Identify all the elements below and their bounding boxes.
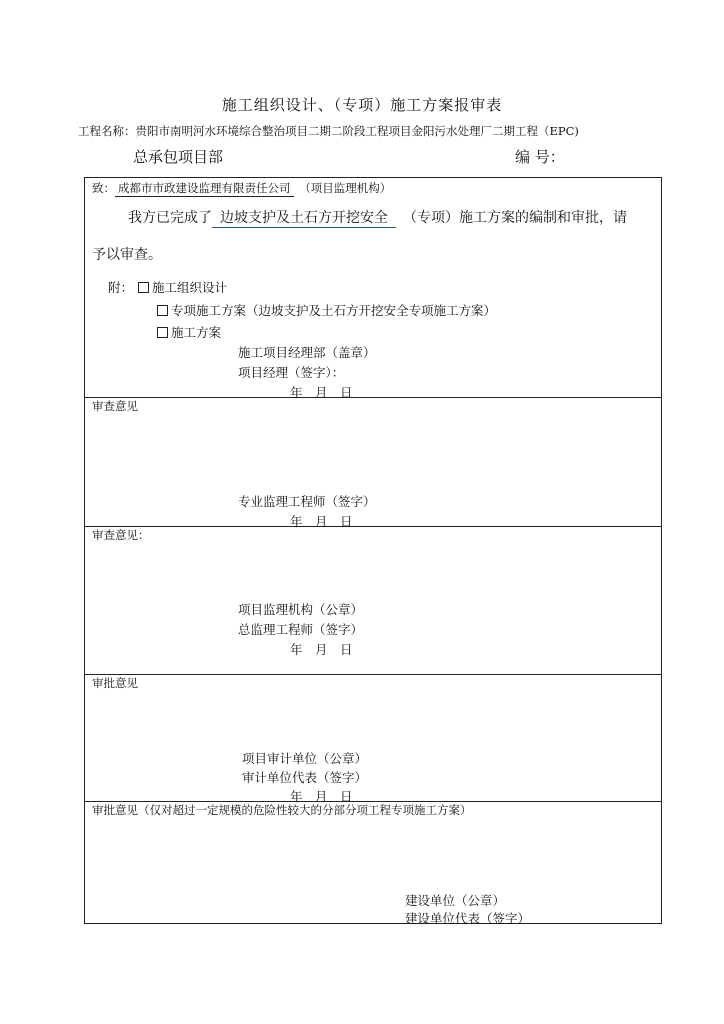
row-divider <box>84 674 662 675</box>
form-number-label: 编 号： <box>515 148 565 166</box>
project-name-value: 贵阳市南明河水环境综合整治项目二期二阶段工程项目金阳污水处理厂二期工程（EPC) <box>135 124 579 138</box>
option-label: 专项施工方案（边坡支护及土石方开挖安全专项施工方案） <box>171 303 497 318</box>
row-divider <box>84 397 662 398</box>
sign-unit: 施工项目经理部（盖章） <box>238 345 376 360</box>
option-construction-design[interactable] <box>138 278 227 296</box>
sign-person: 总监理工程师（签字） <box>238 622 364 637</box>
sign-person: 项目经理（签字）： <box>238 365 345 380</box>
section-heading: 审批意见 <box>92 676 138 690</box>
checkbox-icon[interactable] <box>138 282 149 293</box>
contractor-name: 总承包项目部 <box>133 148 224 166</box>
submission-statement <box>128 207 627 227</box>
sign-unit: 项目审计单位（公章） <box>242 751 368 766</box>
row-divider <box>84 526 662 527</box>
addressee-suffix: （项目监理机构） <box>305 181 392 195</box>
statement-line-2: 予以审查。 <box>92 247 162 263</box>
addressee-line <box>92 180 391 196</box>
addressee-label: 致： <box>92 181 115 195</box>
sign-person: 专业监理工程师（签字） <box>238 494 376 509</box>
sign-unit: 建设单位（公章） <box>405 893 506 908</box>
option-label: 施工方案 <box>171 325 222 340</box>
sign-unit: 项目监理机构（公章） <box>238 602 364 617</box>
form-title: 施工组织设计、（专项）施工方案报审表 <box>221 96 503 114</box>
sign-date: 年 月 日 <box>290 514 353 529</box>
option-construction-scheme[interactable] <box>157 323 221 341</box>
project-name-line <box>78 123 579 139</box>
sign-date: 年 月 日 <box>290 789 353 804</box>
scheme-name-blank: 边坡支护及土石方开挖安全 <box>212 210 396 228</box>
sign-person: 建设单位代表（签字） <box>405 911 531 926</box>
statement-after: （专项）施工方案的编制和审批，请 <box>410 210 627 226</box>
statement-before: 我方已完成了 <box>128 210 212 226</box>
checkbox-icon[interactable] <box>157 327 168 338</box>
option-special-scheme[interactable] <box>157 301 496 319</box>
option-label: 施工组织设计 <box>152 280 228 295</box>
project-name-label: 工程名称： <box>78 124 136 138</box>
checkbox-icon[interactable] <box>157 305 168 316</box>
section-heading: 审查意见： <box>92 528 150 542</box>
section-heading: 审查意见 <box>92 399 138 413</box>
sign-person: 审计单位代表（签字） <box>242 770 368 785</box>
sign-date: 年 月 日 <box>290 385 353 400</box>
sign-date: 年 月 日 <box>290 642 353 657</box>
supervision-company: 成都市市政建设监理有限责任公司 <box>115 181 294 197</box>
section-heading: 审批意见（仅对超过一定规模的危险性较大的分部分项工程专项施工方案） <box>92 803 472 817</box>
attachment-label: 附： <box>108 280 134 295</box>
